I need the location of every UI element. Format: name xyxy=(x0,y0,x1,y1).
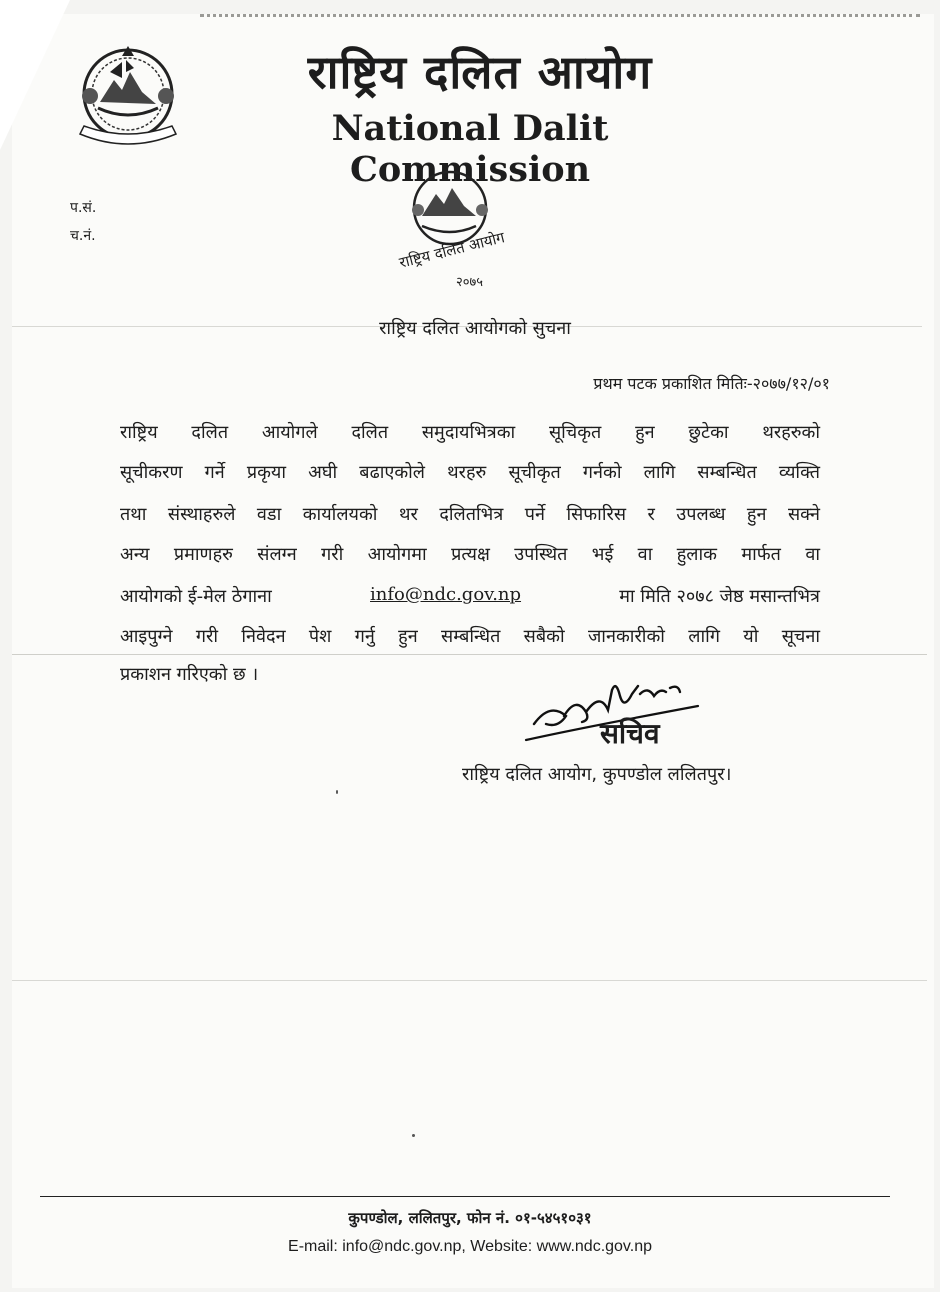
dispatch-number-label: च.नं. xyxy=(70,228,96,244)
folded-corner xyxy=(0,0,70,150)
notice-title: राष्ट्रिय दलित आयोगको सुचना xyxy=(379,318,571,339)
published-date: प्रथम पटक प्रकाशित मितिः-२०७७/१२/०१ xyxy=(593,374,830,393)
footer-contact: E-mail: info@ndc.gov.np, Website: www.ndc.gov.np xyxy=(288,1238,652,1255)
reference-number-label: प.सं. xyxy=(70,200,97,216)
signatory-role: सचिव xyxy=(600,717,660,750)
notice-body-line: तथा संस्थाहरुले वडा कार्यालयको थर दलितभित्र पर्ने सिफारिस र उपलब्ध हुन सक्ने xyxy=(120,504,820,525)
notice-text: आयोगको ई-मेल ठेगाना xyxy=(120,586,272,607)
scan-speck xyxy=(412,1134,415,1137)
scan-speck xyxy=(336,790,338,794)
footer-address: कुपण्डोल, ललितपुर, फोन नं. ०१-५४५१०३१ xyxy=(348,1209,592,1227)
notice-text: मा मिति २०७८ जेष्ठ मसान्तभित्र xyxy=(619,586,820,607)
notice-body-line: आइपुग्ने गरी निवेदन पेश गर्नु हुन सम्बन्धित सबैको जानकारीको लागि यो सूचना xyxy=(120,626,820,647)
notice-body-line: सूचीकरण गर्ने प्रकृया अघी बढाएकोले थरहरु सूचीकृत गर्नको लागि सम्बन्धित व्यक्ति xyxy=(120,462,820,483)
email-link[interactable]: info@ndc.gov.np xyxy=(370,584,522,605)
signatory-organization: राष्ट्रिय दलित आयोग, कुपण्डोल ललितपुर। xyxy=(462,764,732,785)
fold-line xyxy=(12,980,927,981)
notice-body-line xyxy=(120,584,820,608)
official-stamp xyxy=(392,168,542,298)
notice-body-line: राष्ट्रिय दलित आयोगले दलित समुदायभित्रका सूचिकृत हुन छुटेका थरहरुको xyxy=(120,422,820,443)
notice-body-line: अन्य प्रमाणहरु संलग्न गरी आयोगमा प्रत्यक्ष उपस्थित भई वा हुलाक मार्फत वा xyxy=(120,544,820,565)
nepal-emblem-icon xyxy=(70,42,186,150)
stamp-text: राष्ट्रिय दलित आयोग xyxy=(397,228,507,272)
commission-title-nepali: राष्ट्रिय दलित आयोग xyxy=(307,45,653,99)
fold-line xyxy=(12,654,927,655)
stamp-year: २०७५ xyxy=(456,275,484,290)
notice-body-line: प्रकाशन गरिएको छ । xyxy=(120,664,259,685)
footer-divider xyxy=(40,1196,890,1197)
commission-title-english: National Dalit Commission xyxy=(331,108,609,190)
scan-edge xyxy=(200,14,920,21)
